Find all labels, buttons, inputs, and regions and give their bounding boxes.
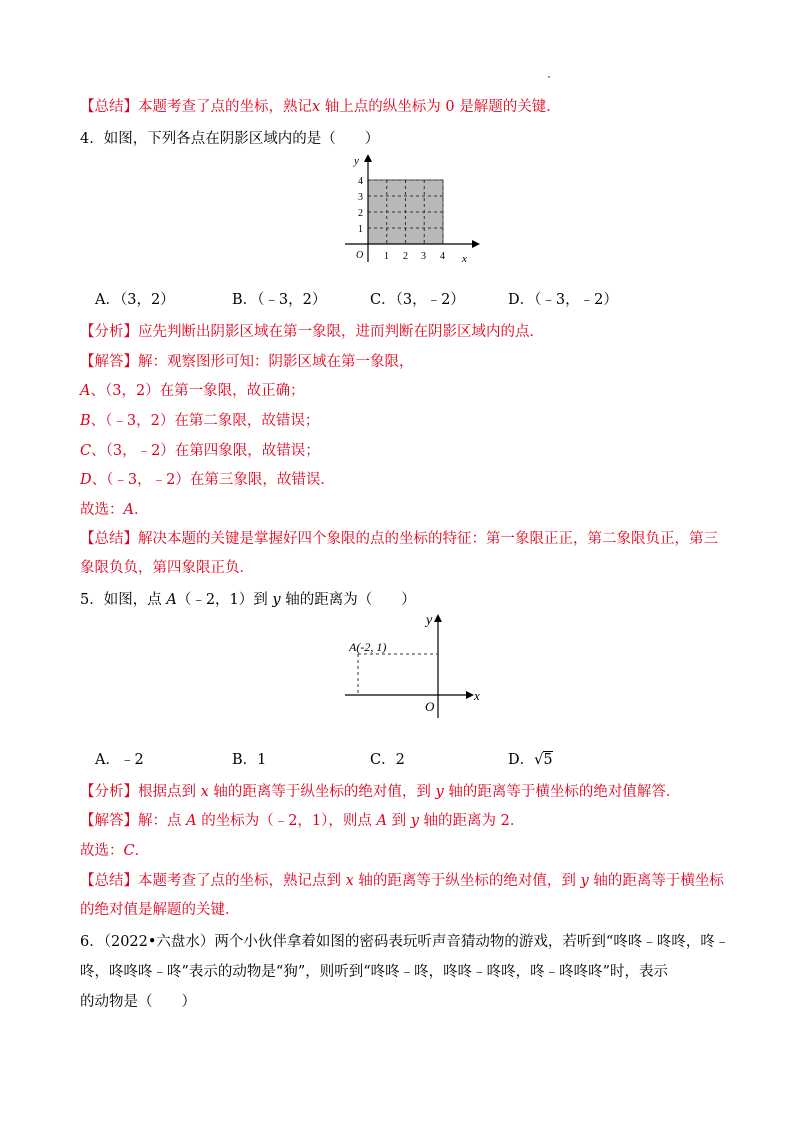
item-text: 、（3，﹣2）在第四象限，故错误； <box>91 443 320 459</box>
y-tick: 1 <box>358 224 363 235</box>
q5-answer <box>80 811 730 831</box>
q5-summary-line2: 的绝对值是解题的关键． <box>80 902 240 918</box>
answer-text: 解：观察图形可知：阴影区域在第一象限， <box>138 354 414 370</box>
answer-text: 解：点 <box>138 813 187 829</box>
select-end: ． <box>134 843 150 859</box>
answer-text: 轴的距离为 2． <box>418 813 525 829</box>
select-end: ． <box>133 502 149 518</box>
y-tick: 2 <box>358 208 363 219</box>
q5-figure <box>340 608 490 723</box>
x-axis-arrow <box>472 240 480 248</box>
q4-choice-b[interactable]: B．（﹣3，2） <box>232 292 327 308</box>
stem-text: 5．如图，点 <box>80 592 167 608</box>
stem-text: 轴的距离为（ ） <box>280 592 416 608</box>
origin-label: O <box>356 250 364 261</box>
select-label: 故选： <box>80 502 124 518</box>
q4-item-d <box>80 470 730 490</box>
answer-var: A <box>376 813 387 829</box>
q5-stem <box>80 590 730 610</box>
sqrt-symbol: √ <box>534 752 544 768</box>
q4-item-c <box>80 441 730 461</box>
x-tick: 4 <box>440 251 445 262</box>
q5-choice-b[interactable]: B．1 <box>232 752 267 768</box>
summary-text: 轴的距离等于纵坐标的绝对值，到 <box>353 873 581 889</box>
item-var: B <box>80 413 91 429</box>
q4-choice-a[interactable]: A．（3，2） <box>95 292 175 308</box>
summary-text: 本题考查了点的坐标，熟记 <box>138 99 312 115</box>
q5-analysis <box>80 782 730 802</box>
choice-label: D． <box>508 752 535 768</box>
q4-analysis <box>80 322 730 342</box>
q4-select <box>80 500 730 520</box>
x-tick: 1 <box>384 251 389 262</box>
analysis-var: y <box>435 784 444 800</box>
q4-choice-d[interactable]: D．（﹣3，﹣2） <box>508 292 618 308</box>
y-tick: 4 <box>358 176 363 187</box>
x-tick: 3 <box>421 251 426 262</box>
x-tick: 2 <box>403 251 408 262</box>
select-value: C <box>123 843 135 859</box>
summary-text: 轴上点的纵坐标为 0 是解题的关键． <box>320 99 561 115</box>
stem-var: y <box>272 592 281 608</box>
answer-tag: 【解答】 <box>80 813 138 829</box>
q4-choice-c[interactable]: C．（3，﹣2） <box>370 292 465 308</box>
analysis-var: x <box>200 784 209 800</box>
item-var: C <box>80 443 92 459</box>
item-var: D <box>80 472 92 488</box>
q5-choice-a[interactable]: A．﹣2 <box>95 752 144 768</box>
y-axis-label: y <box>354 155 359 167</box>
q4-item-b <box>80 411 730 431</box>
item-text: 、（3，2）在第一象限，故正确； <box>90 383 305 399</box>
q5-summary-line1 <box>80 871 730 891</box>
q6-line2: 咚，咚咚咚﹣咚”表示的动物是“狗”，则听到“咚咚﹣咚，咚咚﹣咚咚，咚﹣咚咚咚”时，表示 <box>80 964 669 980</box>
summary-tag: 【总结】 <box>80 531 138 547</box>
summary-var: y <box>580 873 589 889</box>
origin-label: O <box>425 699 435 714</box>
q4-item-a <box>80 381 730 401</box>
q6-line1: 6．（2022•六盘水）两个小伙伴拿着如图的密码表玩听声音猜动物的游戏，若听到“咚咚﹣咚咚，咚﹣ <box>80 934 730 950</box>
q4-answer <box>80 352 730 372</box>
summary-tag: 【总结】 <box>80 873 138 889</box>
q4-stem: 4．如图，下列各点在阴影区域内的是（ ） <box>80 131 380 147</box>
answer-tag: 【解答】 <box>80 354 138 370</box>
analysis-tag: 【分析】 <box>80 784 138 800</box>
answer-text: 的坐标为（﹣2，1），则点 <box>196 813 377 829</box>
analysis-text: 轴的距离等于纵坐标的绝对值，到 <box>208 784 436 800</box>
q5-choice-d[interactable] <box>508 750 553 770</box>
stem-text: （﹣2，1）到 <box>176 592 273 608</box>
q6-line3: 的动物是（ ） <box>80 994 196 1010</box>
analysis-text: 应先判断出阴影区域在第一象限，进而判断在阴影区域内的点． <box>138 324 544 340</box>
y-tick: 3 <box>358 192 363 203</box>
y-axis-arrow <box>364 154 372 162</box>
point-a-label: A(-2, 1) <box>349 640 387 654</box>
item-text: 、（﹣3，2）在第二象限，故错误； <box>90 413 320 429</box>
summary-var: x <box>345 873 354 889</box>
analysis-tag: 【分析】 <box>80 324 138 340</box>
prev-summary <box>80 97 730 117</box>
q5-select <box>80 841 730 861</box>
y-axis-label: y <box>426 613 433 628</box>
q5-choice-c[interactable]: C．2 <box>370 752 405 768</box>
item-var: A <box>80 383 91 399</box>
answer-text: 到 <box>387 813 411 829</box>
scan-dot <box>548 76 550 78</box>
summary-var: x <box>312 99 321 115</box>
y-axis-arrow <box>434 614 442 622</box>
summary-text: 解决本题的关键是掌握好四个象限的点的坐标的特征：第一象限正正，第二象限负正，第三 <box>138 531 718 547</box>
x-axis-arrow <box>466 691 474 699</box>
select-label: 故选： <box>80 843 124 859</box>
sqrt-radicand: 5 <box>543 752 553 768</box>
answer-var: y <box>410 813 419 829</box>
q4-figure <box>340 150 480 270</box>
x-axis-label: x <box>474 688 480 703</box>
summary-text: 轴的距离等于横坐标 <box>588 873 724 889</box>
x-axis-label: x <box>462 253 467 265</box>
q4-summary-line2: 象限负负，第四象限正负． <box>80 560 254 576</box>
analysis-text: 根据点到 <box>138 784 201 800</box>
stem-var: A <box>166 592 177 608</box>
summary-text: 本题考查了点的坐标，熟记点到 <box>138 873 346 889</box>
item-text: 、（﹣3，﹣2）在第三象限，故错误． <box>91 472 335 488</box>
q4-summary-line1 <box>80 529 730 549</box>
analysis-text: 轴的距离等于横坐标的绝对值解答． <box>443 784 681 800</box>
select-value: A <box>123 502 134 518</box>
answer-var: A <box>186 813 197 829</box>
summary-tag: 【总结】 <box>80 99 138 115</box>
